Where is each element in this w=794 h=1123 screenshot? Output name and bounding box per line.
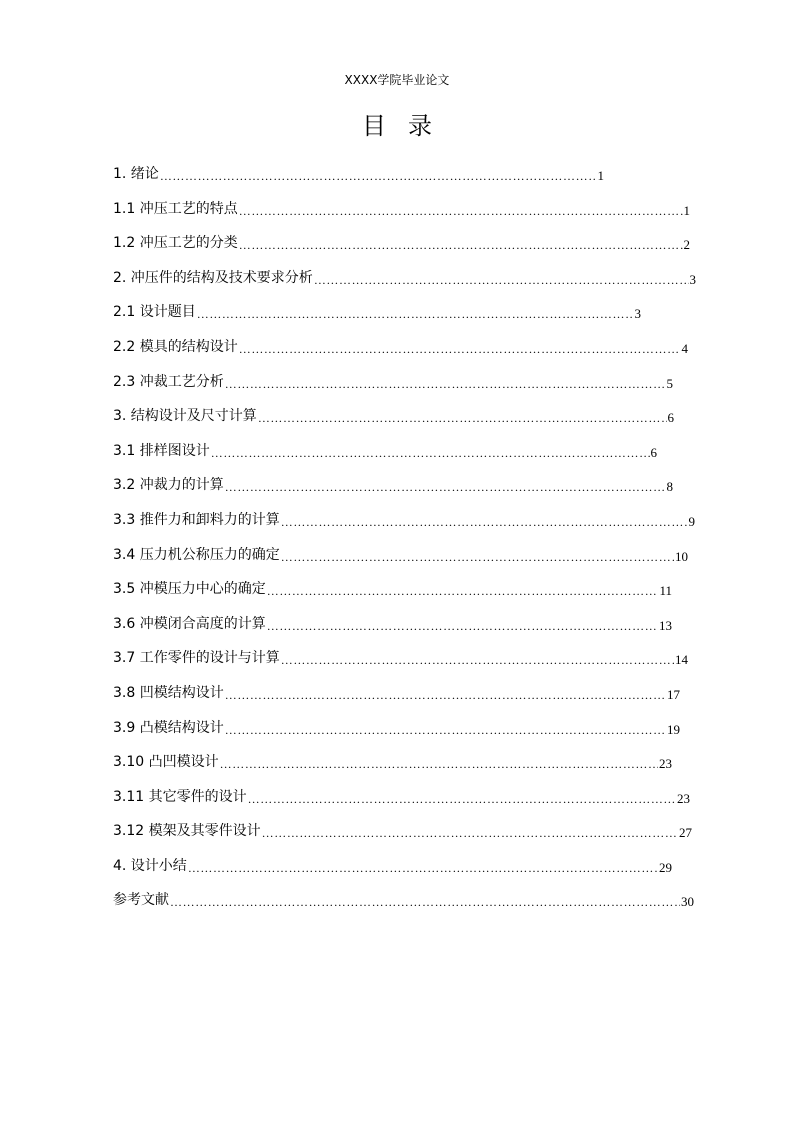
- dot-leader: [225, 687, 666, 703]
- toc-entry[interactable]: [113, 890, 713, 925]
- dot-leader: [314, 272, 689, 288]
- toc-entry-title: 3.10 凸凹模设计: [113, 754, 219, 771]
- toc-entry-title: 3. 结构设计及尺寸计算: [113, 408, 257, 425]
- toc-entry-line: [113, 441, 657, 461]
- toc-entry-title: 3.5 冲模压力中心的确定: [113, 581, 266, 598]
- toc-entry[interactable]: [113, 579, 713, 614]
- toc-entry-title: 3.11 其它零件的设计: [113, 788, 247, 805]
- dot-leader: [197, 306, 634, 322]
- running-header: XXXX学院毕业论文: [344, 73, 450, 87]
- toc-entry[interactable]: [113, 648, 713, 683]
- toc-entry[interactable]: [113, 337, 713, 372]
- toc-entry-title: 2.2 模具的结构设计: [113, 338, 238, 355]
- toc-entry-title: 2. 冲压件的结构及技术要求分析: [113, 269, 313, 286]
- toc-page-number: 17: [667, 686, 680, 702]
- toc-page-number: 13: [659, 617, 672, 633]
- toc-entry-line: [113, 683, 680, 703]
- toc-page-number: 1: [597, 168, 604, 183]
- toc-page-number: 23: [659, 756, 672, 772]
- toc-entry-line: [113, 821, 692, 841]
- dot-leader: [281, 549, 674, 565]
- dot-leader: [267, 583, 659, 599]
- toc-entry-title: 3.4 压力机公称压力的确定: [113, 546, 280, 563]
- toc-entry[interactable]: [113, 268, 713, 303]
- dot-leader: [239, 341, 681, 357]
- dot-leader: [281, 514, 688, 530]
- toc-entry[interactable]: [113, 856, 713, 891]
- toc-entry-title: 3.12 模架及其零件设计: [113, 823, 261, 840]
- dot-leader: [170, 894, 680, 910]
- toc-entry[interactable]: [113, 164, 713, 199]
- toc-entry-title: 2.3 冲裁工艺分析: [113, 373, 224, 390]
- toc-entry-title: 3.9 凸模结构设计: [113, 719, 224, 736]
- toc-page-number: 11: [659, 583, 672, 599]
- toc-entry-line: [113, 890, 694, 910]
- toc-page-number: 19: [667, 721, 680, 737]
- toc-entry[interactable]: [113, 752, 713, 787]
- toc-entry-title: 1.1 冲压工艺的特点: [113, 200, 238, 217]
- toc-entry-line: [113, 199, 690, 219]
- toc-entry-title: 1. 绪论: [113, 166, 159, 182]
- toc-entry-title: 3.8 凹模结构设计: [113, 684, 224, 701]
- toc-entry[interactable]: [113, 406, 713, 441]
- toc-entry-line: [113, 752, 672, 772]
- toc-entry-title: 3.7 工作零件的设计与计算: [113, 650, 280, 667]
- dot-leader: [239, 203, 683, 219]
- toc-entry[interactable]: [113, 441, 713, 476]
- toc-entry-title: 2.1 设计题目: [113, 304, 196, 321]
- toc-entry-title: 3.2 冲裁力的计算: [113, 477, 224, 494]
- toc-page-number: 14: [675, 652, 688, 668]
- toc-entry[interactable]: [113, 683, 713, 718]
- toc-entry-title: 4. 设计小结: [113, 857, 187, 874]
- toc-entry-line: [113, 475, 673, 495]
- toc-page-number: 27: [679, 825, 692, 841]
- toc-entry-line: [113, 337, 688, 357]
- dot-leader: [188, 860, 658, 876]
- toc-entry-line: [113, 718, 680, 738]
- dot-leader: [248, 791, 676, 807]
- dot-leader: [262, 825, 678, 841]
- toc-entry-title: 3.6 冲模闭合高度的计算: [113, 615, 266, 632]
- toc-page-number: 6: [667, 410, 674, 426]
- toc-entry[interactable]: [113, 545, 713, 580]
- toc-entry[interactable]: [113, 199, 713, 234]
- toc-page-number: 4: [681, 340, 688, 356]
- dot-leader: [225, 479, 666, 495]
- toc-entry-line: [113, 510, 695, 530]
- toc-entry[interactable]: [113, 372, 713, 407]
- toc-page-number: 2: [683, 237, 690, 253]
- toc-entry-line: [113, 372, 673, 392]
- dot-leader: [160, 168, 597, 184]
- toc-page-number: 29: [659, 859, 672, 875]
- toc-page-number: 3: [689, 271, 696, 287]
- toc-entry[interactable]: [113, 614, 713, 649]
- toc-entry-line: [113, 268, 696, 288]
- toc-entry[interactable]: [113, 787, 713, 822]
- toc-entry-title: 1.2 冲压工艺的分类: [113, 235, 238, 252]
- toc-entry-line: [113, 787, 690, 807]
- toc-entry-line: [113, 614, 672, 634]
- toc-entry-line: [113, 579, 672, 599]
- dot-leader: [281, 652, 674, 668]
- toc-page-number: 30: [681, 894, 694, 910]
- toc-entry[interactable]: [113, 718, 713, 753]
- toc-entry-title: 3.1 排样图设计: [113, 442, 210, 459]
- toc-entry[interactable]: [113, 302, 713, 337]
- toc-page-number: 6: [650, 444, 657, 460]
- toc-page-number: 8: [666, 479, 673, 495]
- toc-page-number: 9: [688, 513, 695, 529]
- dot-leader: [225, 722, 666, 738]
- toc-entry-line: [113, 233, 690, 253]
- toc-entry-title: 3.3 推件力和卸料力的计算: [113, 511, 280, 528]
- toc-entry-title: 参考文献: [113, 892, 169, 909]
- toc-page-number: 3: [634, 306, 641, 322]
- toc-entry[interactable]: [113, 510, 713, 545]
- table-of-contents: [113, 164, 713, 925]
- toc-entry-line: [113, 406, 674, 426]
- dot-leader: [220, 756, 658, 772]
- toc-entry-line: [113, 856, 672, 876]
- toc-entry-line: [113, 164, 604, 184]
- toc-entry[interactable]: [113, 821, 713, 856]
- toc-page-number: 1: [683, 202, 690, 218]
- dot-leader: [225, 376, 666, 392]
- toc-entry-line: [113, 545, 688, 565]
- page-title: 目录: [362, 112, 454, 140]
- dot-leader: [267, 618, 658, 634]
- dot-leader: [239, 237, 683, 253]
- dot-leader: [258, 410, 667, 426]
- toc-page-number: 5: [666, 375, 673, 391]
- toc-entry-line: [113, 648, 688, 668]
- toc-entry-line: [113, 302, 641, 322]
- toc-entry[interactable]: [113, 233, 713, 268]
- dot-leader: [211, 445, 650, 461]
- toc-page-number: 23: [677, 790, 690, 806]
- toc-page-number: 10: [675, 548, 688, 564]
- toc-entry[interactable]: [113, 475, 713, 510]
